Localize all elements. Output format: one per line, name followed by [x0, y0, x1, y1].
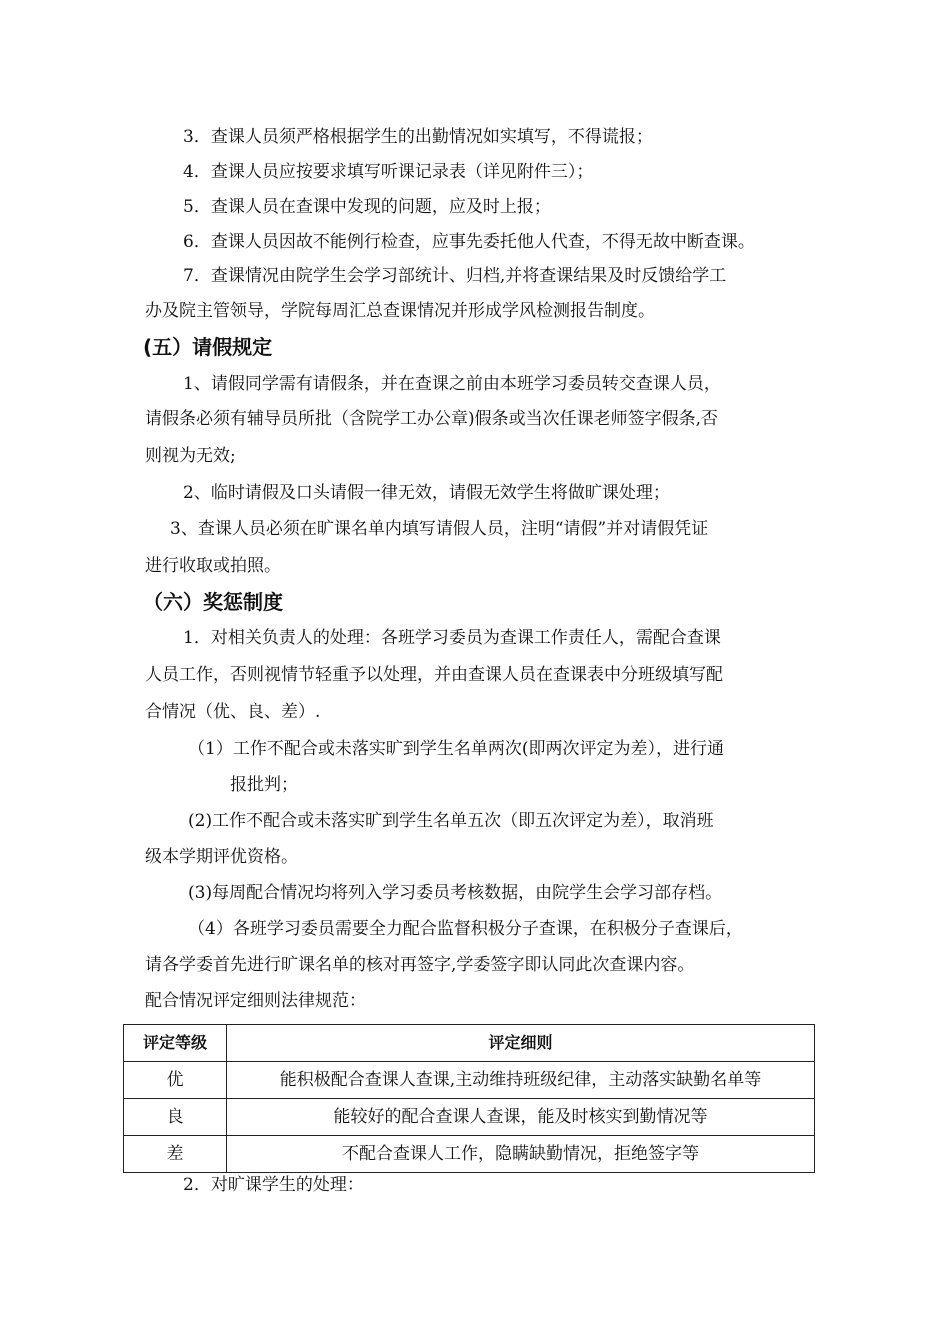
rule-line: 6．查课人员因故不能例行检查，应事先委托他人代查，不得无故中断查课。 [183, 232, 755, 252]
paragraph-line: (2)工作不配合或未落实旷到学生名单五次（即五次评定为差），取消班 [188, 811, 714, 831]
paragraph-line: 1、请假同学需有请假条，并在查课之前由本班学习委员转交查课人员， [183, 374, 721, 394]
rule-line: 4．查课人员应按要求填写听课记录表（详见附件三）； [183, 162, 594, 182]
table-cell: 良 [124, 1099, 227, 1136]
rule-line: 3．查课人员须严格根据学生的出勤情况如实填写，不得谎报； [183, 127, 653, 147]
table-row [124, 1062, 815, 1099]
rule-line: 办及院主管领导，学院每周汇总查课情况并形成学风检测报告制度。 [145, 301, 655, 321]
paragraph-line: 1．对相关负责人的处理：各班学习委员为查课工作责任人，需配合查课 [183, 628, 721, 648]
paragraph-line: 级本学期评优资格。 [145, 847, 298, 867]
table-row [124, 1099, 815, 1136]
table-header-cell: 评定等级 [124, 1025, 227, 1062]
paragraph-line: 则视为无效; [145, 446, 236, 466]
paragraph-line: 请假条必须有辅导员所批（含院学工办公章)假条或当次任课老师签字假条,否 [145, 409, 719, 429]
table-cell: 能较好的配合查课人查课，能及时核实到勤情况等 [227, 1099, 815, 1136]
rule-line: 7．查课情况由院学生会学习部统计、归档,并将查课结果及时反馈给学工 [183, 266, 727, 286]
table-cell: 能积极配合查课人查课,主动维持班级纪律，主动落实缺勤名单等 [227, 1062, 815, 1099]
rule-line: 5．查课人员在查课中发现的问题，应及时上报； [183, 197, 551, 217]
table-header-row [124, 1025, 815, 1062]
paragraph-line: 进行收取或拍照。 [145, 556, 281, 576]
paragraph-line: 3、查课人员必须在旷课名单内填写请假人员，注明“请假”并对请假凭证 [170, 519, 709, 539]
table-cell: 不配合查课人工作，隐瞒缺勤情况，拒绝签字等 [227, 1136, 815, 1173]
table-row [124, 1136, 815, 1173]
paragraph-line: 人员工作，否则视情节轻重予以处理，并由查课人员在查课表中分班级填写配 [145, 665, 723, 685]
paragraph-line: （4）各班学习委员需要全力配合监督积极分子查课，在积极分子查课后， [188, 919, 743, 939]
paragraph-line: 合情况（优、良、差）. [145, 702, 321, 722]
section-heading-rewards-penalties: （六）奖惩制度 [143, 590, 283, 614]
paragraph-line: 报批判； [230, 775, 298, 795]
table-cell: 优 [124, 1062, 227, 1099]
table-header-cell: 评定细则 [227, 1025, 815, 1062]
table-cell: 差 [124, 1136, 227, 1173]
paragraph-line: 2、临时请假及口头请假一律无效，请假无效学生将做旷课处理； [183, 483, 670, 503]
rating-criteria-table [123, 1024, 815, 1173]
paragraph-line: 2．对旷课学生的处理： [183, 1175, 364, 1195]
paragraph-line: （1）工作不配合或未落实旷到学生名单两次(即两次评定为差），进行通 [188, 739, 724, 759]
paragraph-line: 请各学委首先进行旷课名单的核对再签字,学委签字即认同此次查课内容。 [145, 955, 695, 975]
paragraph-line: 配合情况评定细则法律规范： [145, 991, 366, 1011]
section-heading-leave-rules: (五）请假规定 [143, 335, 273, 359]
paragraph-line: (3)每周配合情况均将列入学习委员考核数据，由院学生会学习部存档。 [188, 883, 723, 903]
